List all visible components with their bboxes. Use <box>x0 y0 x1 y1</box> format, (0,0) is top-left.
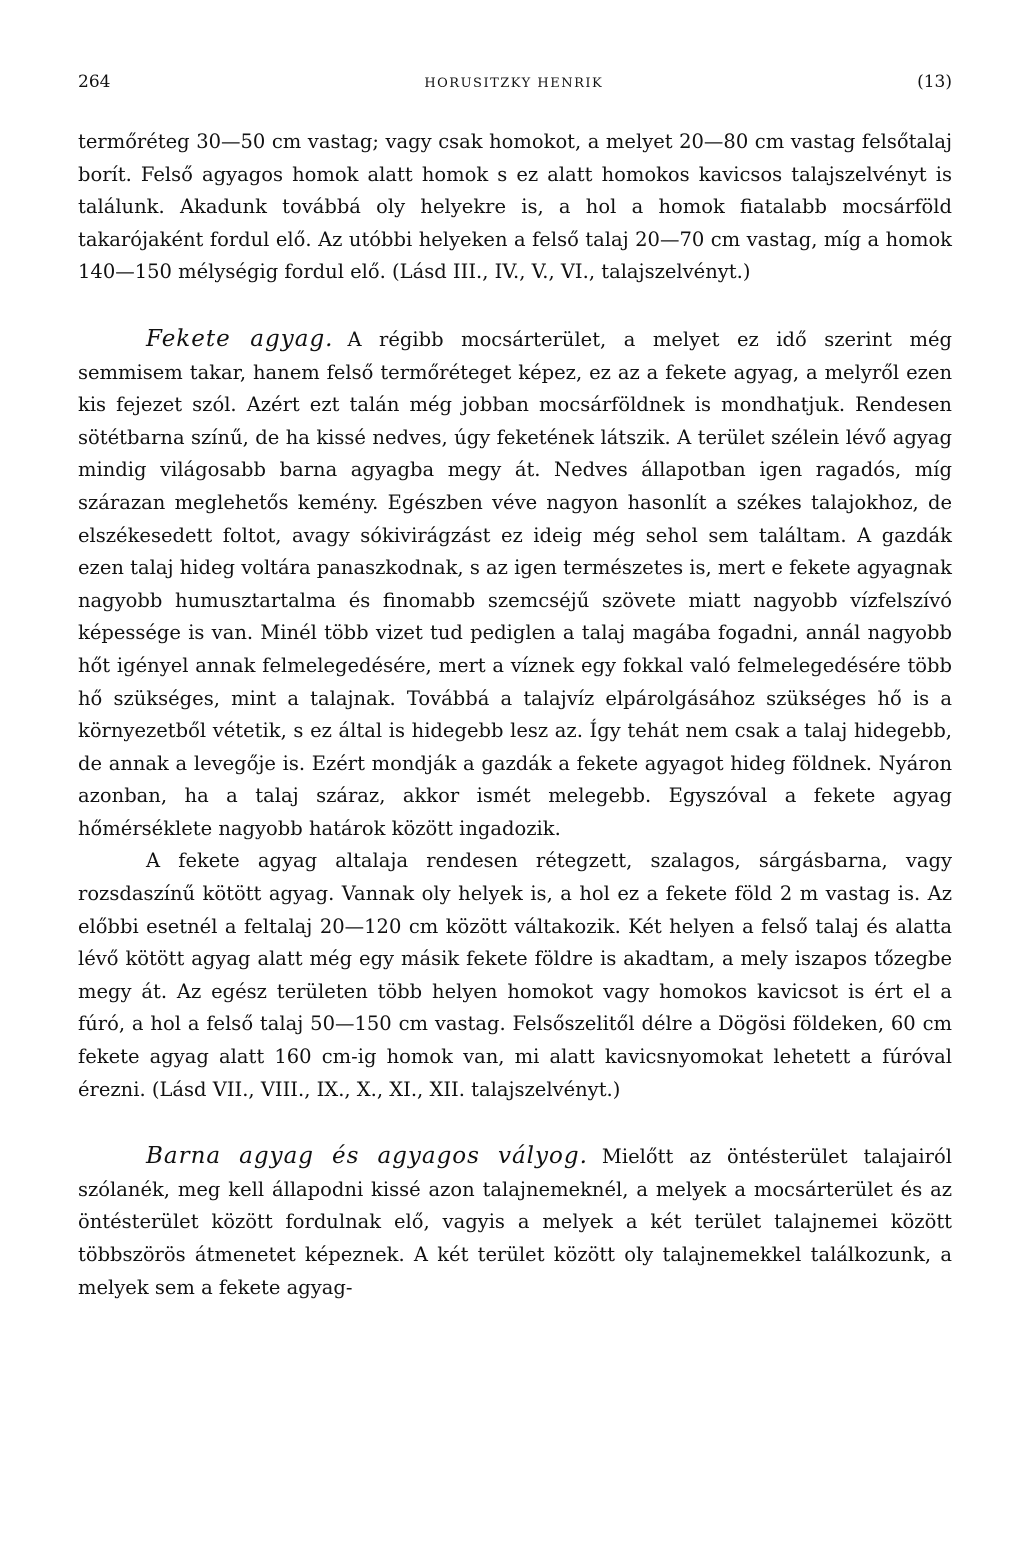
paragraph-text: Mielőtt az öntésterület talajairól szólanék, meg kell állapodni kissé azon talajnemeknél, a melyek a mocsárterület és az öntésterület között fordulnak elő, vagyis a melyek a két terület talajnemei között többszörös átmenetet képeznek. A két terület között oly talajnemekkel találkozunk, a melyek sem a fekete agyag- <box>78 1145 952 1299</box>
running-title: HORUSITZKY HENRIK <box>424 76 604 91</box>
page-number: 264 <box>78 72 111 92</box>
document-page <box>78 70 952 1304</box>
paragraph-text: termőréteg 30—50 cm vastag; vagy csak homokot, a melyet 20—80 cm vastag felsőtalaj borít. Felső agyagos homok alatt homok s ez alatt homokos kavicsos talajszelvényt is találunk. Akadunk továbbá oly helyekre is, a hol a homok fiatalabb mocsárföld takarójaként fordul elő. Az utóbbi helyeken a felső talaj 20—70 cm vastag, míg a homok 140—150 mélységig fordul elő. (Lásd III., IV., V., VI., talajszelvényt.) <box>78 130 952 284</box>
paragraph-text: A fekete agyag altalaja rendesen rétegzett, szalagos, sárgásbarna, vagy rozsdaszínű kötött agyag. Vannak oly helyek is, a hol ez a fekete föld 2 m vastag is. Az előbbi esetnél a feltalaj 20—120 cm között váltakozik. Két helyen a felső talaj és alatta lévő kötött agyag alatt még egy másik fekete földre is akadtam, a mely iszapos tőzegbe megy át. Az egész területen több helyen homokot vagy homokos kavicsot is ért el a fúró, a hol a felső talaj 50—150 cm vastag. Felsőszelitől délre a Dögösi földeken, 60 cm fekete agyag alatt 160 cm-ig homok van, mi alatt kavicsnyomokat lehetett a fúróval érezni. (Lásd VII., VIII., IX., X., XI., XII. talajszelvényt.) <box>78 849 952 1101</box>
paragraph-text: A régibb mocsárterület, a melyet ez idő szerint még semmisem takar, hanem felső termőréteget képez, ez az a fekete agyag, a melyről ezen kis fejezet szól. Azért ezt talán még jobban mocsárföldnek is mondhatjuk. Rendesen sötétbarna színű, de ha kissé nedves, úgy feketének látszik. A terület szélein lévő agyag mindig világosabb barna agyagba megy át. Nedves állapotban igen ragadós, míg szárazan meglehetős kemény. Egészben véve nagyon hasonlít a székes talajokhoz, de elszékesedett foltot, avagy sókivirágzást ez ideig még sehol sem találtam. A gazdák ezen talaj hideg voltára panaszkodnak, s az igen természetes is, mert e fekete agyagnak nagyobb humusztartalma és finomabb szemcséjű szövete miatt nagyobb vízfelszívó képessége is van. Minél több vizet tud pediglen a talaj magába fogadni, annál nagyobb hőt igényel annak felmelegedésére, mert a víznek egy fokkal való felmelegedésére több hő szükséges, mint a talajnak. Továbbá a talajvíz elpárolgásához szükséges hő is a környezetből vétetik, s ez által is hidegebb lesz az. Így tehát nem csak a talaj hidegebb, de annak a levegője is. Ezért mondják a gazdák a fekete agyagot hideg földnek. Nyáron azonban, ha a talaj száraz, akkor ismét melegebb. Egyszóval a fekete agyag hőmérséklete nagyobb határok között ingadozik. <box>78 327 952 840</box>
body-text <box>78 126 952 1304</box>
section-heading-fekete-agyag: Fekete agyag. <box>146 325 334 352</box>
paragraph-barna-agyag <box>78 1140 952 1304</box>
paragraph-altalaj <box>78 845 952 1106</box>
section-number: (13) <box>917 72 952 92</box>
section-heading-barna-agyag: Barna agyag és agyagos vályog. <box>146 1143 588 1170</box>
running-header <box>78 70 952 94</box>
paragraph-continuation <box>78 126 952 289</box>
paragraph-fekete-agyag <box>78 323 952 846</box>
